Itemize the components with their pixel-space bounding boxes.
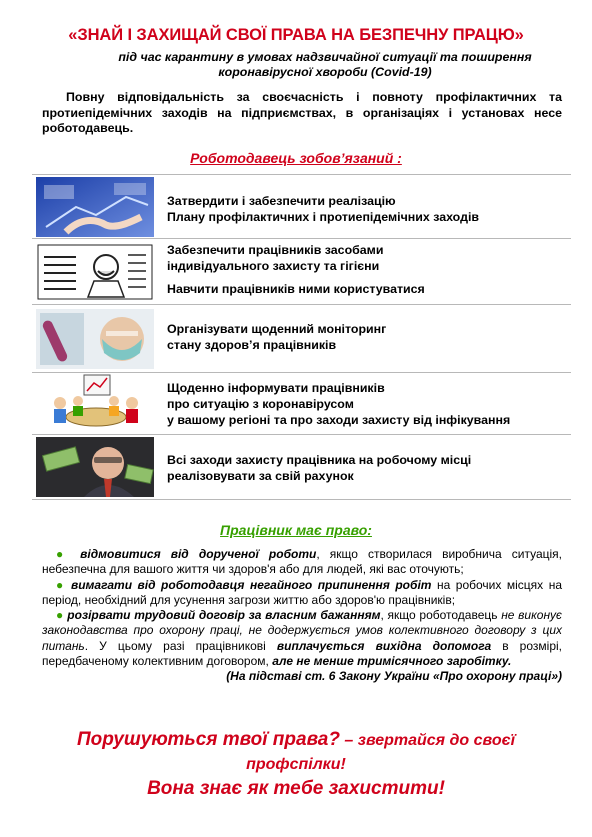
money-man-image bbox=[36, 437, 154, 497]
duty-row bbox=[32, 174, 571, 239]
employer-heading: Роботодавець зобов’язаний : bbox=[190, 150, 402, 166]
right-item: ● вимагати від роботодавця негайного припинення робіт на робочих місцях на період, необхідний для усунення загрози життю або здоров'ю працівників; bbox=[42, 577, 563, 607]
rights-list bbox=[42, 547, 562, 685]
footer-call: Порушуються твої права? – звертайся до своєї профспілки! Вона знає як тебе захистити! bbox=[76, 729, 516, 799]
right-item: ● розірвати трудовий договір за власним бажанням, якщо роботодавець не виконує законодавства про охорону праці, не додержується умов колективного договору з цих питань. У цьому разі працівникові виплачується вихідна допомога в розмірі, передбаченому колективним договором, але не менше тримісячного заробітку. bbox=[42, 608, 562, 669]
page-title: «ЗНАЙ І ЗАХИЩАЙ СВОЇ ПРАВА НА БЕЗПЕЧНУ ПРАЦЮ» bbox=[68, 26, 524, 44]
duty-row bbox=[32, 238, 571, 305]
protective-gear-image bbox=[36, 243, 154, 303]
duty-text: Затвердити і забезпечити реалізацію Плану профілактичних і протиепідемічних заходів bbox=[167, 194, 479, 224]
duty-text: Організувати щоденний моніторинг стану здоров’я працівників bbox=[167, 322, 387, 352]
duty-row bbox=[32, 304, 571, 373]
employee-heading: Працівник має право: bbox=[220, 522, 372, 538]
handshake-image bbox=[36, 177, 154, 237]
meeting-image bbox=[36, 373, 154, 433]
intro-paragraph: Повну відповідальність за своєчасність і повноту профілактичних та протиепідемічних заходів на підприємствах, в організаціях і установах несе роботодавець. bbox=[42, 90, 562, 135]
duty-row bbox=[32, 372, 571, 435]
duty-text: Щоденно інформувати працівників про ситуацію з коронавірусом у вашому регіоні та про заходи захисту від інфікування bbox=[167, 381, 511, 427]
page-subtitle: під час карантину в умовах надзвичайної ситуації та поширення коронавірусної хвороби (Covid-19) bbox=[118, 50, 532, 79]
duty-row bbox=[32, 434, 571, 500]
right-item: ● відмовитися від дорученої роботи, якщо створилася виробнича ситуація, небезпечна для вашого життя чи здоров'я або для людей, які вас оточують; bbox=[42, 547, 562, 577]
legal-basis: (На підставі ст. 6 Закону України «Про охорону праці») bbox=[226, 669, 562, 684]
duty-text: Всі заходи захисту працівника на робочому місці реалізовувати за свій рахунок bbox=[167, 453, 472, 483]
duty-text: Забезпечити працівників засобами індивідуального захисту та гігієни Навчити працівників ними користуватися bbox=[167, 243, 425, 296]
mask-test-image bbox=[36, 309, 154, 369]
